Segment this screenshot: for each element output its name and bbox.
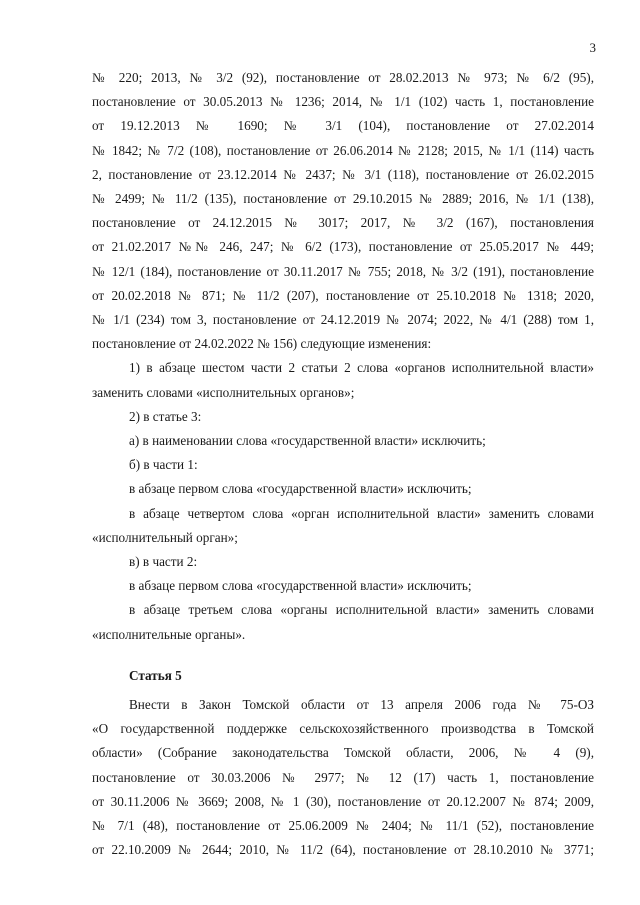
article-body-line: № 7/1 (48), постановление от 25.06.2009 № 2404; № 11/1 (52), постановление xyxy=(92,818,594,834)
document-body xyxy=(92,66,594,863)
text-line: постановление от 24.12.2015 № 3017; 2017, № 3/2 (167), постановления xyxy=(92,215,594,231)
amendment-item-2b-first: в абзаце первом слова «государственной власти» исключить; xyxy=(129,481,472,497)
text-line: № 12/1 (184), постановление от 30.11.2017 № 755; 2018, № 3/2 (191), постановление xyxy=(92,263,594,279)
article-body-line: Внести в Закон Томской области от 13 апреля 2006 года № 75-ОЗ xyxy=(129,697,594,713)
text-line: «исполнительные органы». xyxy=(92,626,246,642)
text-line: от 20.02.2018 № 871; № 11/2 (207), постановление от 25.10.2018 № 1318; 2020, xyxy=(92,287,594,303)
article-body-line: «О государственной поддержке сельскохозяйственного производства в Томской xyxy=(92,721,594,737)
amendment-item-1: 1) в абзаце шестом части 2 статьи 2 слова «органов исполнительной власти» xyxy=(129,360,594,376)
article-body-line: от 22.10.2009 № 2644; 2010, № 11/2 (64), постановление от 28.10.2010 № 3771; xyxy=(92,842,594,858)
amendment-item-2c-third: в абзаце третьем слова «органы исполнительной власти» заменить словами xyxy=(129,602,594,618)
text-line: № 1842; № 7/2 (108), постановление от 26.06.2014 № 2128; 2015, № 1/1 (114) часть xyxy=(92,142,594,158)
text-line: № 2499; № 11/2 (135), постановление от 29.10.2015 № 2889; 2016, № 1/1 (138), xyxy=(92,191,594,207)
text-line: постановление от 24.02.2022 № 156) следующие изменения: xyxy=(92,336,432,352)
amendment-item-2b-fourth: в абзаце четвертом слова «орган исполнительной власти» заменить словами xyxy=(129,505,594,521)
text-line: № 220; 2013, № 3/2 (92), постановление от 28.02.2013 № 973; № 6/2 (95), xyxy=(92,70,594,85)
text-line: от 19.12.2013 № 1690; № 3/1 (104), постановление от 27.02.2014 xyxy=(92,118,594,134)
article-body-line: от 30.11.2006 № 3669; 2008, № 1 (30), постановление от 20.12.2007 № 874; 2009, xyxy=(92,793,594,809)
text-line: «исполнительный орган»; xyxy=(92,529,238,545)
text-line: от 21.02.2017 №№ 246, 247; № 6/2 (173), постановление от 25.05.2017 № 449; xyxy=(92,239,594,255)
text-line: № 1/1 (234) том 3, постановление от 24.12.2019 № 2074; 2022, № 4/1 (288) том 1, xyxy=(92,312,594,328)
amendment-item-2c-first: в абзаце первом слова «государственной власти» исключить; xyxy=(129,578,472,594)
article-body-line: области» (Собрание законодательства Томской области, 2006, № 4 (9), xyxy=(92,745,594,761)
text-line: заменить словами «исполнительных органов»; xyxy=(92,384,355,400)
text-line: 2, постановление от 23.12.2014 № 2437; № 3/1 (118), постановление от 26.02.2015 xyxy=(92,166,594,182)
article-heading: Статья 5 xyxy=(129,667,182,683)
article-body-line: постановление от 30.03.2006 № 2977; № 12 (17) часть 1, постановление xyxy=(92,769,594,785)
amendment-item-2c: в) в части 2: xyxy=(129,554,198,570)
page-number: 3 xyxy=(589,40,596,55)
text-line: постановление от 30.05.2013 № 1236; 2014, № 1/1 (102) часть 1, постановление xyxy=(92,94,594,110)
amendment-item-2a: а) в наименовании слова «государственной власти» исключить; xyxy=(129,433,486,449)
amendment-item-2: 2) в статье 3: xyxy=(129,408,202,424)
amendment-item-2b: б) в части 1: xyxy=(129,457,198,473)
